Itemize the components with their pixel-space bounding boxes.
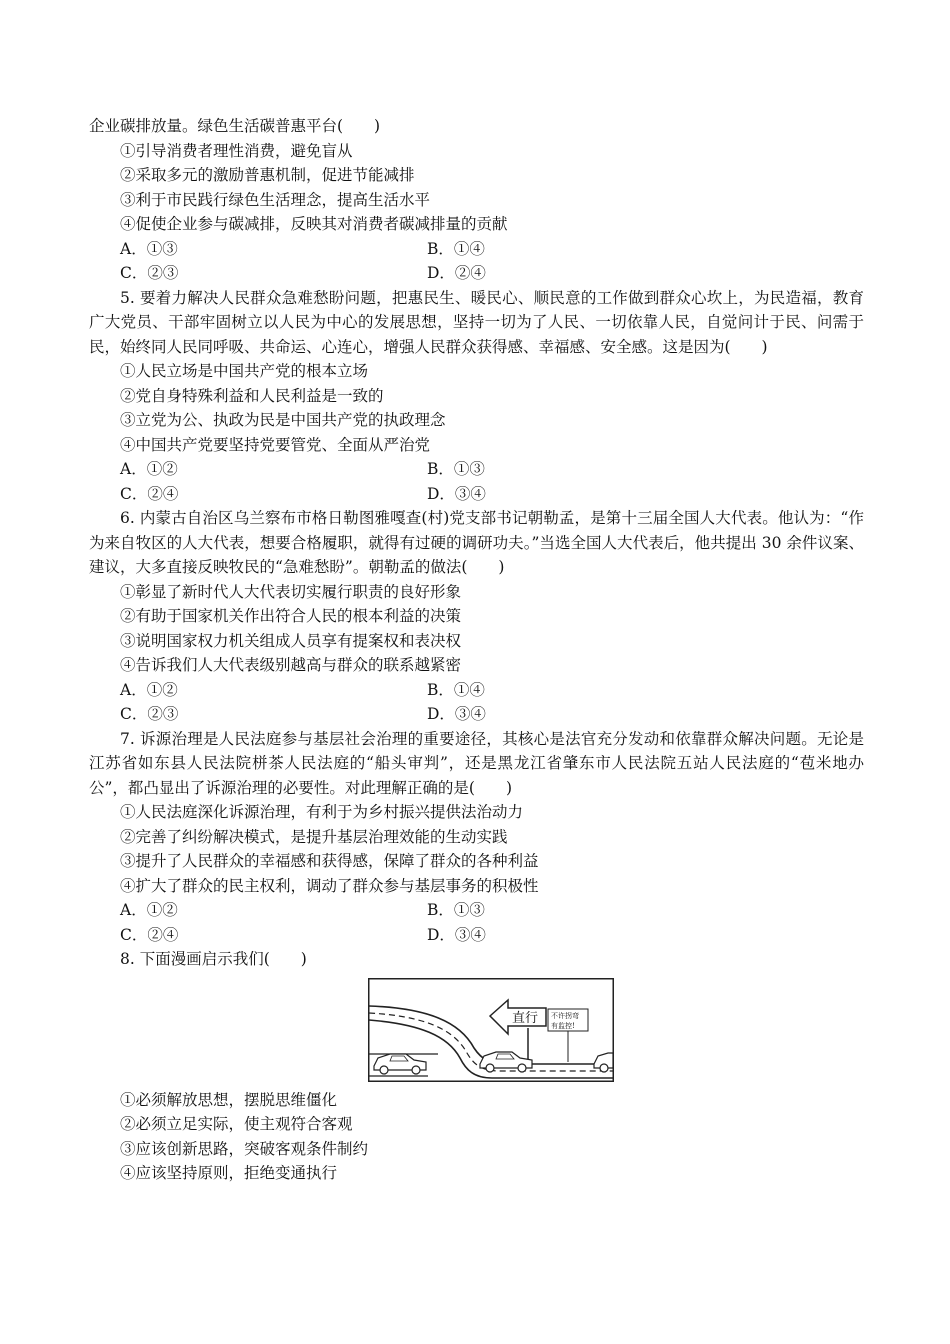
q7-options-row-1	[89, 898, 864, 923]
q5-option-b[interactable]: B．①③	[427, 460, 485, 478]
q4-option-d[interactable]: D．②④	[427, 264, 486, 282]
q4-item-1: ①引导消费者理性消费，避免盲从	[120, 141, 353, 160]
q5-item-1: ①人民立场是中国共产党的根本立场	[120, 362, 369, 380]
q7-stem: 7. 诉源治理是人民法庭参与基层社会治理的重要途径，其核心是法官充分发动和依靠群众解决问题。无论是江苏省如东县人民法院栟茶人民法庭的“船头审判”，还是黑龙江省肇东市人民法院五站人民法庭的“苞米地办公”，都凸显出了诉源治理的必要性。对此理解正确的是( )	[89, 729, 864, 797]
q4-options-row-2	[89, 261, 864, 286]
q8-stem: 8. 下面漫画启示我们( )	[120, 950, 307, 968]
q5-option-d[interactable]: D．③④	[427, 484, 486, 503]
q6-item-1: ①彰显了新时代人大代表切实履行职责的良好形象	[120, 582, 462, 601]
q5-item-4: ④中国共产党要坚持党要管党、全面从严治党	[120, 435, 431, 454]
q6-options-row-1	[89, 678, 864, 703]
q5-options-row-2	[89, 482, 864, 507]
q8-item-3: ③应该创新思路，突破客观条件制约	[120, 1139, 369, 1158]
q6-item-3: ③说明国家权力机关组成人员享有提案权和表决权	[120, 631, 462, 650]
q8-item-2: ②必须立足实际，使主观符合客观	[120, 1115, 353, 1133]
q7-option-b[interactable]: B．①③	[427, 901, 485, 919]
q6-option-d[interactable]: D．③④	[427, 705, 486, 723]
q7-option-a[interactable]: A．①②	[120, 901, 178, 919]
q8-item-4: ④应该坚持原则，拒绝变通执行	[120, 1164, 338, 1182]
q5-options-row-1	[89, 457, 864, 482]
q4-option-c[interactable]: C．②③	[120, 264, 179, 282]
q7-item-3: ③提升了人民群众的幸福感和获得感，保障了群众的各种利益	[120, 852, 539, 870]
q6-stem: 6. 内蒙古自治区乌兰察布市格日勒图雅嘎查(村)党支部书记朝勒孟，是第十三届全国人大代表。他认为：“作为来自牧区的人大代表，想要合格履职，就得有过硬的调研功夫。”当选全国人大代表后，他共提出 30 余件议案、建议，大多直接反映牧民的“急难愁盼”。朝勒孟的做法( )	[89, 509, 864, 576]
q4-item-4: ④促使企业参与碳减排，反映其对消费者碳减排量的贡献	[120, 215, 508, 233]
q8-item-1: ①必须解放思想，摆脱思维僵化	[120, 1090, 338, 1109]
q5-option-c[interactable]: C．②④	[120, 484, 179, 503]
q7-item-1: ①人民法庭深化诉源治理，有利于为乡村振兴提供法治动力	[120, 803, 524, 821]
q8-cartoon	[368, 978, 614, 1082]
q6-item-4: ④告诉我们人大代表级别越高与群众的联系越紧密	[120, 656, 462, 674]
q4-options-row-1	[89, 237, 864, 262]
arrow-sign-text: 直行	[512, 1010, 539, 1026]
q4-item-2: ②采取多元的激励普惠机制，促进节能减排	[120, 166, 415, 184]
notice-line-1: 不许拐弯	[551, 1011, 579, 1020]
q4-option-b[interactable]: B．①④	[427, 239, 485, 258]
exam-page	[89, 114, 864, 1186]
q7-option-c[interactable]: C．②④	[120, 925, 179, 944]
q4-item-3: ③利于市民践行绿色生活理念，提高生活水平	[120, 190, 431, 209]
q7-option-d[interactable]: D．③④	[427, 925, 486, 944]
q5-item-2: ②党自身特殊利益和人民利益是一致的	[120, 386, 384, 405]
q6-options-row-2	[89, 702, 864, 727]
q5-option-a[interactable]: A．①②	[120, 460, 178, 478]
q6-option-b[interactable]: B．①④	[427, 680, 485, 699]
q4-option-a[interactable]: A．①③	[120, 239, 178, 258]
q7-item-2: ②完善了纠纷解决模式，是提升基层治理效能的生动实践	[120, 827, 508, 846]
q5-item-3: ③立党为公、执政为民是中国共产党的执政理念	[120, 411, 446, 429]
q5-stem: 5. 要着力解决人民群众急难愁盼问题，把惠民生、暖民心、顺民意的工作做到群众心坎上，为民造福，教育广大党员、干部牢固树立以人民为中心的发展思想，坚持一切为了人民、一切依靠人民，自觉问计于民、问需于民，始终同人民同呼吸、共命运、心连心，增强人民群众获得感、幸福感、安全感。这是因为( )	[89, 288, 864, 356]
q7-item-4: ④扩大了群众的民主权利，调动了群众参与基层事务的积极性	[120, 876, 539, 895]
q6-option-c[interactable]: C．②③	[120, 705, 179, 723]
q6-option-a[interactable]: A．①②	[120, 680, 178, 699]
q6-item-2: ②有助于国家机关作出符合人民的根本利益的决策	[120, 607, 462, 625]
q4-stem-end: 企业碳排放量。绿色生活碳普惠平台( )	[89, 117, 381, 135]
notice-line-2: 有监控!	[551, 1021, 575, 1030]
q7-options-row-2	[89, 923, 864, 948]
